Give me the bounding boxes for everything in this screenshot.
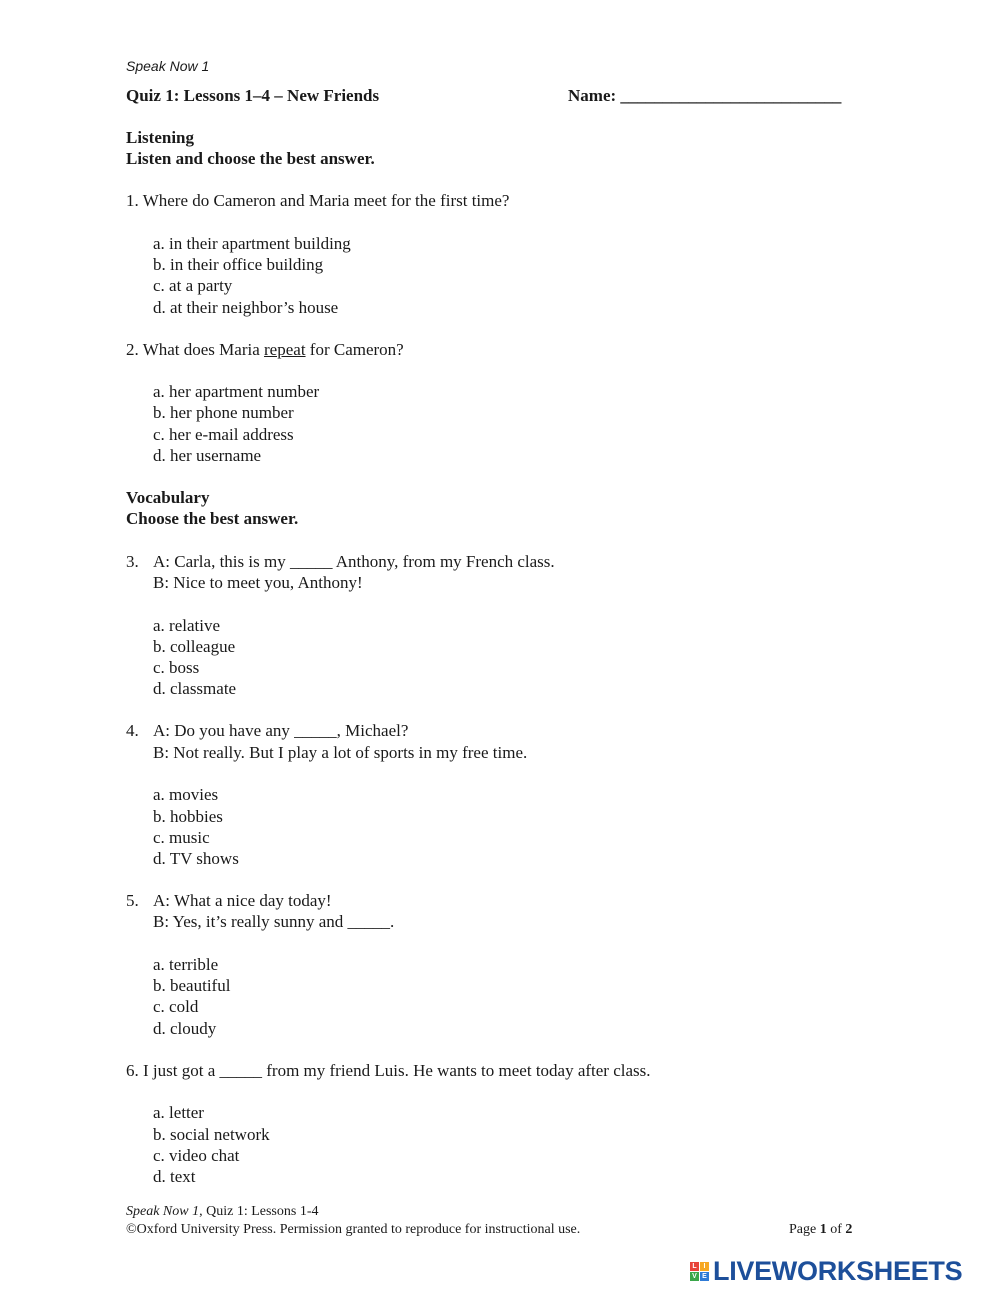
- footer-copyright: ©Oxford University Press. Permission granted to reproduce for instructional use.: [126, 1222, 581, 1237]
- q2-option-c[interactable]: c. her e-mail address: [153, 425, 294, 444]
- name-label: Name:: [568, 86, 617, 105]
- q4-number: 4.: [126, 721, 139, 740]
- liveworksheets-logo: [690, 1254, 962, 1288]
- q4-option-b[interactable]: b. hobbies: [153, 807, 223, 826]
- q1-option-a[interactable]: a. in their apartment building: [153, 234, 351, 253]
- q4-option-a[interactable]: a. movies: [153, 785, 219, 804]
- page-current: 1: [819, 1222, 827, 1237]
- logo-badge-letter: I: [700, 1262, 709, 1271]
- q6-option-a[interactable]: a. letter: [153, 1103, 204, 1122]
- q2-option-b[interactable]: b. her phone number: [153, 403, 294, 422]
- q6-option-b[interactable]: b. social network: [153, 1125, 270, 1144]
- q3-option-a[interactable]: a. relative: [153, 616, 221, 635]
- q6-option-d[interactable]: d. text: [153, 1167, 196, 1186]
- question-1: 1. Where do Cameron and Maria meet for the first time?: [126, 191, 510, 210]
- q2-underlined-word: repeat: [264, 340, 306, 359]
- logo-badge-letter: E: [700, 1272, 709, 1281]
- section-instruction-vocabulary: Choose the best answer.: [126, 509, 299, 528]
- q5-line-a: A: What a nice day today!: [153, 891, 332, 910]
- book-title: Speak Now 1: [126, 58, 210, 74]
- page-of: of: [826, 1222, 846, 1237]
- q2-option-d[interactable]: d. her username: [153, 446, 262, 465]
- q3-option-d[interactable]: d. classmate: [153, 679, 237, 698]
- q2-text-before: 2. What does Maria: [126, 340, 265, 359]
- logo-badge-icon: [690, 1262, 709, 1281]
- q4-option-d[interactable]: d. TV shows: [153, 849, 239, 868]
- page-indicator: [789, 1221, 852, 1239]
- q5-option-d[interactable]: d. cloudy: [153, 1019, 217, 1038]
- q5-option-a[interactable]: a. terrible: [153, 955, 219, 974]
- footer-quiz-label: , Quiz 1: Lessons 1-4: [199, 1204, 319, 1219]
- q5-option-c[interactable]: c. cold: [153, 997, 199, 1016]
- q3-option-c[interactable]: c. boss: [153, 658, 200, 677]
- q4-line-b: B: Not really. But I play a lot of sports in my free time.: [153, 743, 528, 762]
- logo-badge-letter: L: [690, 1262, 699, 1271]
- q1-option-b[interactable]: b. in their office building: [153, 255, 324, 274]
- page-total: 2: [845, 1222, 853, 1237]
- footer-quiz-ref: [126, 1203, 319, 1221]
- q5-number: 5.: [126, 891, 139, 910]
- q2-text-after: for Cameron?: [305, 340, 404, 359]
- q4-line-a: A: Do you have any _____, Michael?: [153, 721, 409, 740]
- q2-option-a[interactable]: a. her apartment number: [153, 382, 320, 401]
- q5-option-b[interactable]: b. beautiful: [153, 976, 231, 995]
- name-blank: __________________________: [620, 86, 842, 105]
- name-field[interactable]: [568, 85, 841, 106]
- q6-option-c[interactable]: c. video chat: [153, 1146, 240, 1165]
- q5-line-b: B: Yes, it’s really sunny and _____.: [153, 912, 395, 931]
- page-prefix: Page: [789, 1222, 820, 1237]
- section-title-vocabulary: Vocabulary: [126, 488, 210, 507]
- question-2: [126, 339, 404, 360]
- question-6: 6. I just got a _____ from my friend Luis. He wants to meet today after class.: [126, 1061, 651, 1080]
- q1-option-c[interactable]: c. at a party: [153, 276, 233, 295]
- quiz-title: Quiz 1: Lessons 1–4 – New Friends: [126, 86, 380, 105]
- q3-option-b[interactable]: b. colleague: [153, 637, 236, 656]
- q3-line-b: B: Nice to meet you, Anthony!: [153, 573, 363, 592]
- q3-line-a: A: Carla, this is my _____ Anthony, from my French class.: [153, 552, 555, 571]
- footer-book-title: Speak Now 1: [126, 1204, 200, 1219]
- q4-option-c[interactable]: c. music: [153, 828, 210, 847]
- logo-badge-letter: V: [690, 1272, 699, 1281]
- section-title-listening: Listening: [126, 128, 195, 147]
- logo-text: LIVEWORKSHEETS: [713, 1255, 963, 1286]
- q1-option-d[interactable]: d. at their neighbor’s house: [153, 298, 339, 317]
- section-instruction-listening: Listen and choose the best answer.: [126, 149, 375, 168]
- q3-number: 3.: [126, 552, 139, 571]
